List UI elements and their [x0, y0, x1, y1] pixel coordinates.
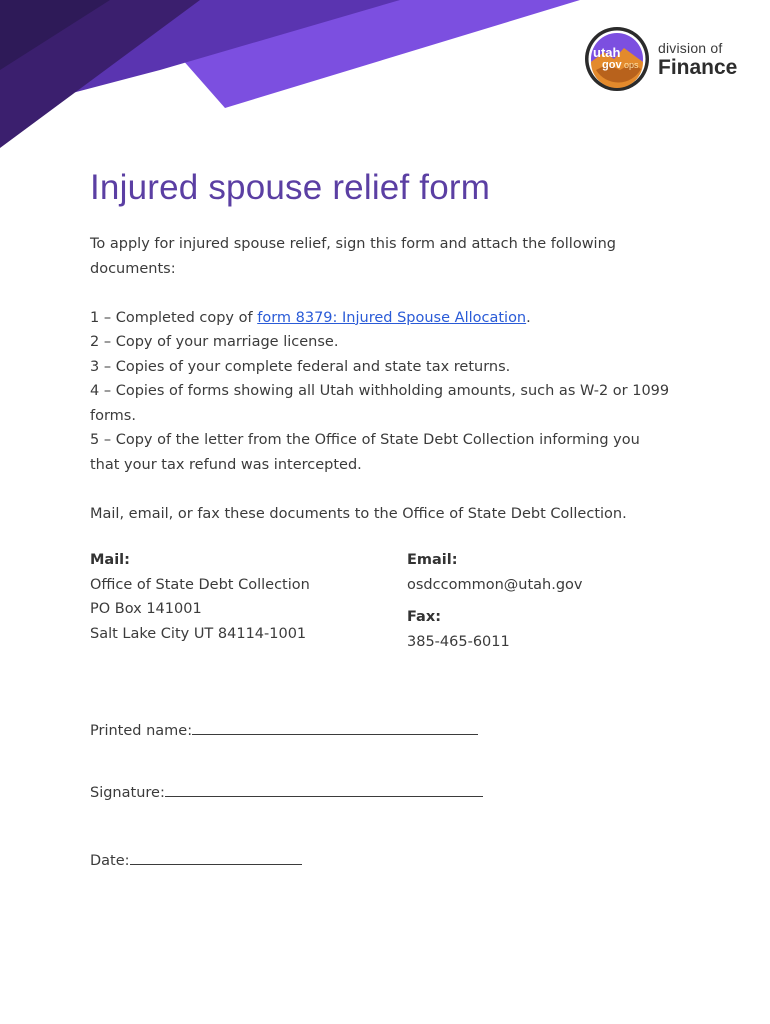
printed-name-label: Printed name: [90, 723, 193, 739]
printed-name-row [90, 720, 478, 739]
mail-line-1: Office of State Debt Collection [90, 576, 310, 593]
fax-block [407, 605, 687, 654]
intro-paragraph: To apply for injured spouse relief, sign this form and attach the following documents: [90, 236, 616, 277]
fax-label: Fax: [407, 609, 441, 625]
signature-row [90, 782, 483, 801]
date-label: Date: [90, 853, 130, 869]
form-8379-link[interactable]: form 8379: Injured Spouse Allocation [257, 309, 527, 326]
signature-field[interactable] [165, 782, 483, 797]
utah-gov-ops-seal-icon [584, 26, 650, 92]
seal-text-utah: utah [593, 45, 621, 60]
mail-label: Mail: [90, 552, 130, 568]
seal-text-gov: gov [602, 59, 622, 71]
logo-wordmark [658, 40, 754, 80]
list-item-3: 3 – Copies of your complete federal and state tax returns. [90, 358, 511, 375]
signature-label: Signature: [90, 785, 165, 801]
printed-name-field[interactable] [192, 720, 478, 735]
division-of-finance-logo [584, 26, 754, 96]
mail-line-2: PO Box 141001 [90, 601, 202, 617]
form-instructions [90, 232, 670, 526]
list-item-1 [90, 306, 670, 331]
page-title: Injured spouse relief form [90, 168, 491, 207]
list-item-1-prefix: 1 – Completed copy of [90, 309, 258, 326]
list-item-2: 2 – Copy of your marriage license. [90, 334, 339, 350]
mail-block [90, 548, 390, 646]
date-row [90, 850, 302, 869]
fax-value: 385-465-6011 [407, 633, 510, 650]
email-fax-block [407, 548, 687, 654]
list-item-4: 4 – Copies of forms showing all Utah withholding amounts, such as W-2 or 1099 forms. [90, 383, 670, 424]
email-label: Email: [407, 552, 458, 568]
mail-line-3: Salt Lake City UT 84114-1001 [90, 625, 307, 642]
date-field[interactable] [130, 850, 302, 865]
logo-finance: Finance [658, 56, 738, 79]
logo-division-of: division of [658, 40, 723, 56]
list-item-5: 5 – Copy of the letter from the Office of State Debt Collection informing you that your tax refund was intercepted. [90, 432, 640, 473]
list-item-1-suffix: . [526, 309, 531, 326]
seal-text-ops: ops [624, 60, 639, 70]
send-instructions: Mail, email, or fax these documents to the Office of State Debt Collection. [90, 505, 627, 522]
email-value: osdccommon@utah.gov [407, 576, 583, 593]
